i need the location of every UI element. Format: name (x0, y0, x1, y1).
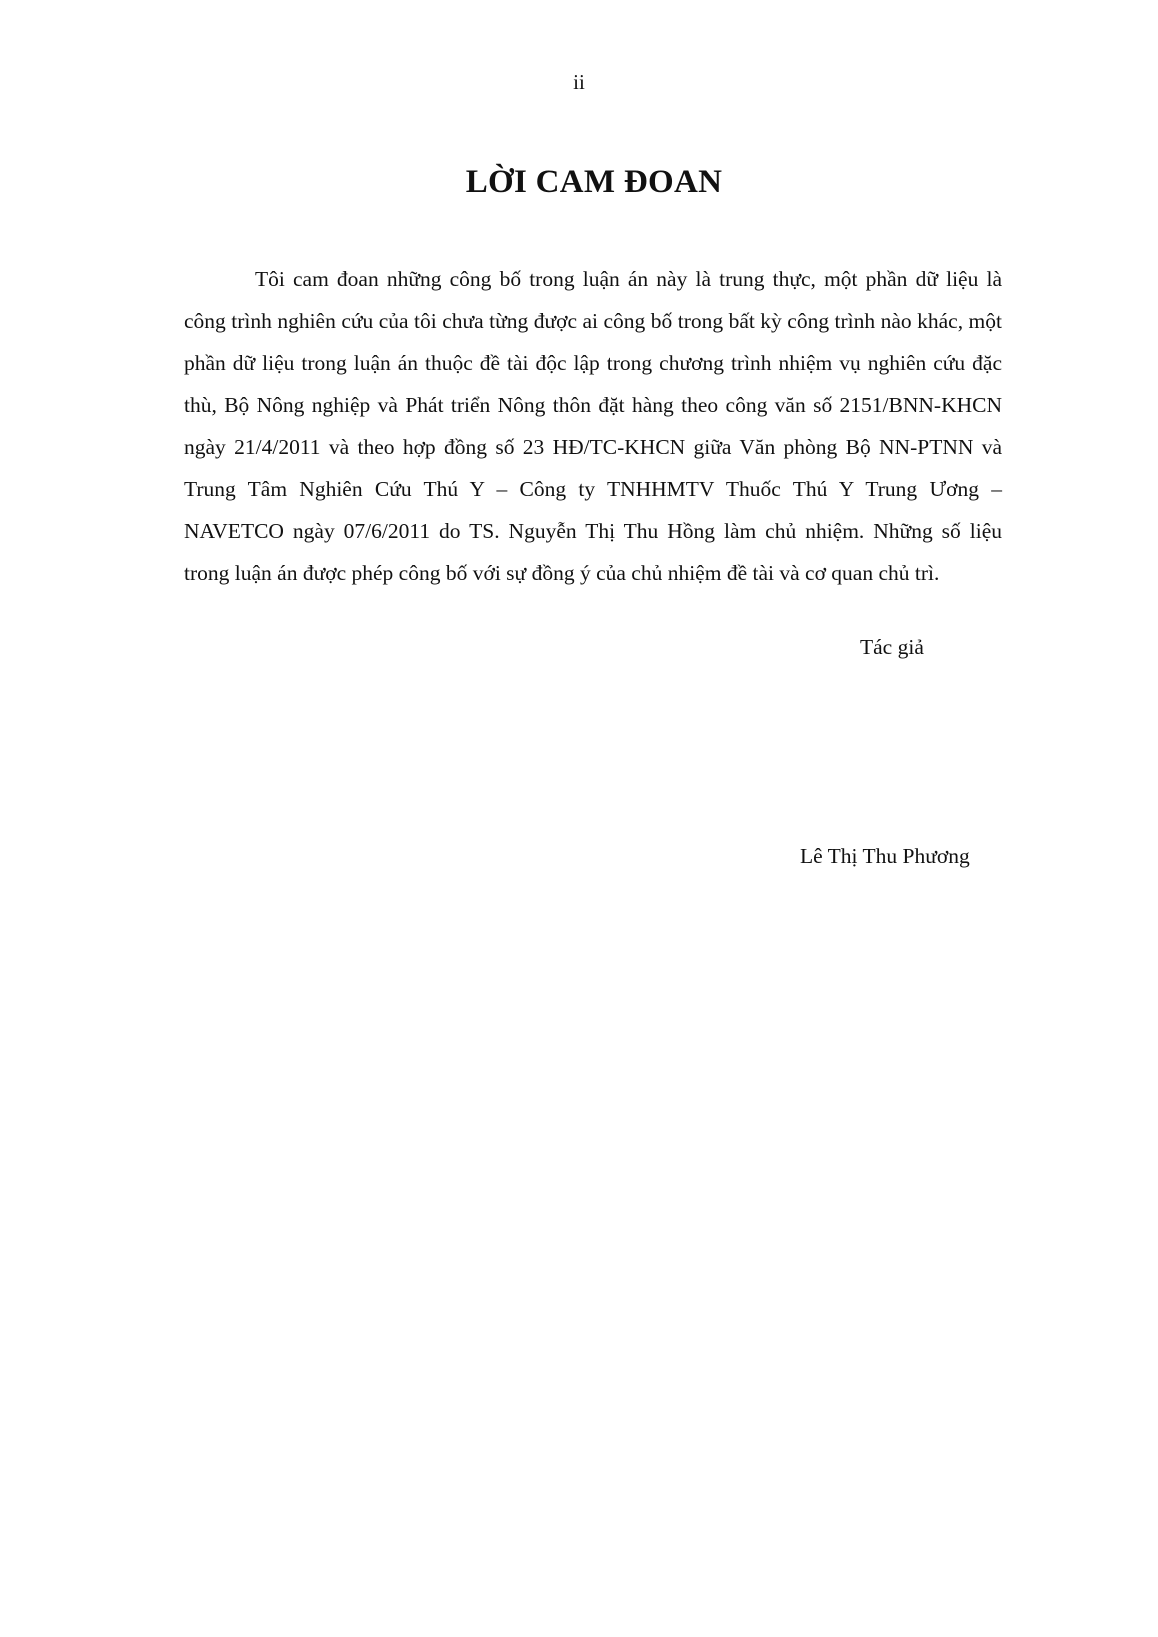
author-label: Tác giả (860, 635, 924, 659)
page-number: ii (573, 70, 585, 94)
declaration-body (184, 258, 1002, 594)
author-name: Lê Thị Thu Phương (800, 844, 970, 868)
declaration-paragraph: Tôi cam đoan những công bố trong luận án này là trung thực, một phần dữ liệu là công trình nghiên cứu của tôi chưa từng được ai công bố trong bất kỳ công trình nào khác, một phần dữ liệu trong luận án thuộc đề tài độc lập trong chương trình nhiệm vụ nghiên cứu đặc thù, Bộ Nông nghiệp và Phát triển Nông thôn đặt hàng theo công văn số 2151/BNN-KHCN ngày 21/4/2011 và theo hợp đồng số 23 HĐ/TC-KHCN giữa Văn phòng Bộ NN-PTNN và Trung Tâm Nghiên Cứu Thú Y – Công ty TNHHMTV Thuốc Thú Y Trung Ương – NAVETCO ngày 07/6/2011 do TS. Nguyễn Thị Thu Hồng làm chủ nhiệm. Những số liệu trong luận án được phép công bố với sự đồng ý của chủ nhiệm đề tài và cơ quan chủ trì. (184, 267, 1002, 585)
page-title: LỜI CAM ĐOAN (465, 164, 723, 200)
